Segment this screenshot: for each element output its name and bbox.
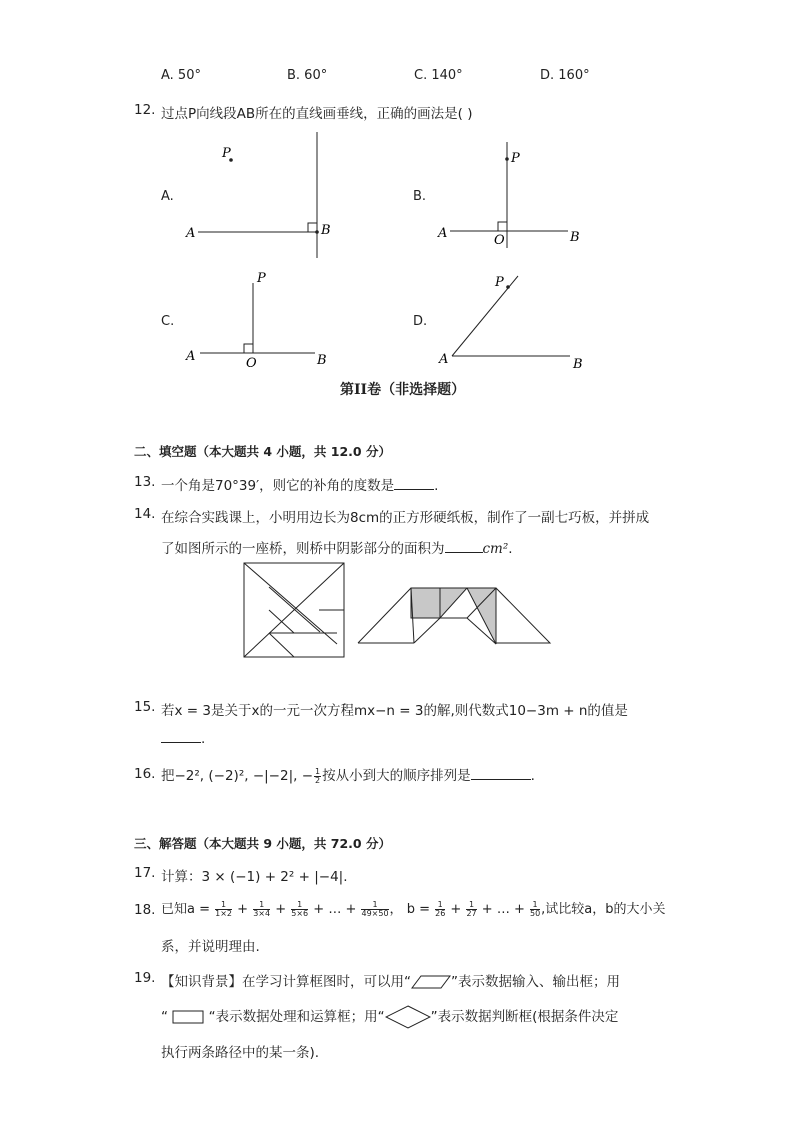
answer-blank (445, 540, 483, 553)
question-number: 14. (134, 506, 156, 522)
diagonal (244, 563, 337, 644)
tangram-square-figure (243, 562, 347, 660)
denominator: 27 (466, 909, 477, 918)
q19-text-2: ”表示数据输入、输出框；用 (451, 974, 620, 990)
q16-text: 把−2², (−2)², −|−2|, − (161, 768, 314, 784)
piece-edge (414, 618, 440, 643)
label-p: P (511, 151, 520, 166)
part2-title: 第II卷（非选择题） (340, 382, 466, 398)
unit: cm² (482, 541, 509, 557)
label-p: P (495, 275, 504, 290)
q11-option-c: C. 140° (414, 68, 463, 83)
denominator: 5×6 (291, 909, 309, 918)
shaded-triangle (440, 588, 467, 618)
section-heading: 三、解答题（本大题共 9 小题，共 72.0 分） (134, 836, 391, 851)
q19-text-4: ”表示数据判断框(根据条件决定 (430, 1009, 619, 1025)
q12-diagram-d (430, 268, 590, 373)
fraction (253, 901, 270, 918)
question-text (161, 764, 535, 785)
right-angle-mark (244, 344, 253, 353)
question-number: 13. (134, 474, 156, 490)
question-text (161, 474, 438, 494)
question-text (161, 970, 620, 990)
q13-text: 一个角是70°39′，则它的补角的度数是 (161, 478, 395, 494)
label-p: P (222, 146, 231, 161)
q18-end: ,试比较a，b的大小关 (541, 902, 666, 917)
point-p (505, 157, 509, 161)
fraction (314, 768, 321, 785)
q14-text: 了如图所示的一座桥，则桥中阴影部分的面积为 (161, 541, 445, 557)
numerator: 1 (530, 901, 540, 910)
fraction (435, 901, 445, 918)
label-o: O (494, 233, 505, 248)
question-number: 17. (134, 865, 156, 881)
question-number: 16. (134, 766, 156, 782)
tangram-bridge-figure (356, 586, 552, 648)
diamond-icon (385, 1005, 431, 1029)
question-number: 12. (134, 102, 156, 118)
q18-b-eq: b = (406, 902, 430, 917)
fraction (291, 901, 308, 918)
question-text-line2 (161, 730, 205, 747)
question-text: 已知a = $\frac{1}{1\times 2}$ + $\frac{1}{3\times 4}$ + $\frac{1}{5\times 6}$ + … + $\frac{1}{49\times 50}$ ， b = $\frac{1}{26}$ + $\frac{1}{27}$ + … + $\frac{1}{50}$ ,试比较a，b的大小关 (161, 900, 666, 918)
q16-text-2: 按从小到大的顺序排列是 (322, 768, 471, 784)
question-text: 在综合实践课上，小明用边长为8cm的正方形硬纸板，制作了一副七巧板，并拼成 (161, 510, 650, 526)
question-text-line2 (161, 537, 513, 557)
q19-text: 【知识背景】在学习计算框图时，可以用“ (161, 974, 411, 990)
q12-option-d-label: D. (413, 314, 428, 329)
denominator: 1×2 (215, 909, 233, 918)
fraction (215, 901, 232, 918)
denominator: 50 (529, 909, 541, 918)
denominator: 3×4 (253, 909, 271, 918)
numerator: 1 (215, 901, 232, 910)
answer-blank (161, 730, 201, 743)
q11-option-b: B. 60° (287, 68, 328, 83)
piece-edge (269, 633, 294, 657)
label-a: A (439, 352, 449, 367)
numerator: 1 (315, 766, 321, 776)
question-text-line2: 系，并说明理由. (161, 939, 260, 955)
shaded-square (411, 588, 440, 618)
q15-end: . (201, 731, 206, 747)
label-p: P (257, 271, 266, 286)
label-o: O (246, 356, 257, 371)
q19-text-3: “表示数据处理和运算框；用“ (208, 1009, 385, 1025)
parallelogram-icon (411, 975, 451, 989)
question-number: 18. (134, 902, 156, 918)
question-number: 15. (134, 699, 156, 715)
piece-edge (269, 587, 320, 632)
numerator: 1 (253, 901, 270, 910)
label-b: B (573, 357, 583, 372)
q12-option-a-label: A. (161, 189, 174, 204)
shaded-triangle (467, 588, 496, 644)
q18-a-eq: 已知a = (161, 902, 210, 917)
label-b: B (317, 353, 327, 368)
fraction (361, 901, 388, 918)
q12-option-c-label: C. (161, 314, 175, 329)
q12-diagram-c (180, 268, 340, 373)
denominator: 49×50 (361, 909, 389, 918)
q11-option-d: D. 160° (540, 68, 590, 83)
label-a: A (438, 226, 448, 241)
section-heading: 二、填空题（本大题共 4 小题，共 12.0 分） (134, 444, 391, 459)
question-number: 19. (134, 970, 156, 986)
question-text: 过点P向线段AB所在的直线画垂线，正确的画法是( ) (161, 106, 473, 122)
q12-diagram-b (430, 140, 590, 250)
rectangle-icon (172, 1010, 204, 1024)
q19-quote: “ (161, 1009, 168, 1025)
q12-diagram-a (180, 130, 340, 260)
denominator: 26 (435, 909, 446, 918)
numerator: 1 (466, 901, 476, 910)
q14-end: . (508, 541, 513, 557)
denominator: 2 (315, 775, 321, 785)
fraction (530, 901, 540, 918)
fraction (466, 901, 476, 918)
point-b (315, 230, 319, 234)
numerator: 1 (361, 901, 388, 910)
q12-option-b-label: B. (413, 189, 427, 204)
q16-end: . (530, 768, 535, 784)
point-p (506, 285, 510, 289)
label-b: B (570, 230, 580, 245)
question-text-line3: 执行两条路径中的某一条). (161, 1045, 320, 1061)
right-angle-mark (498, 222, 507, 231)
numerator: 1 (435, 901, 445, 910)
question-text-line2 (161, 1005, 618, 1029)
q11-option-a: A. 50° (161, 68, 201, 83)
question-text: 计算：3 × (−1) + 2² + |−4|. (161, 869, 348, 885)
right-angle-mark (308, 223, 317, 232)
question-text: 若x = 3是关于x的一元一次方程mx−n = 3的解,则代数式10−3m + n的值是 (161, 703, 628, 719)
answer-blank (394, 477, 434, 490)
numerator: 1 (291, 901, 308, 910)
label-a: A (186, 226, 196, 241)
q13-end: . (434, 478, 439, 494)
label-b: B (321, 223, 331, 238)
answer-blank (471, 767, 531, 780)
label-a: A (186, 349, 196, 364)
